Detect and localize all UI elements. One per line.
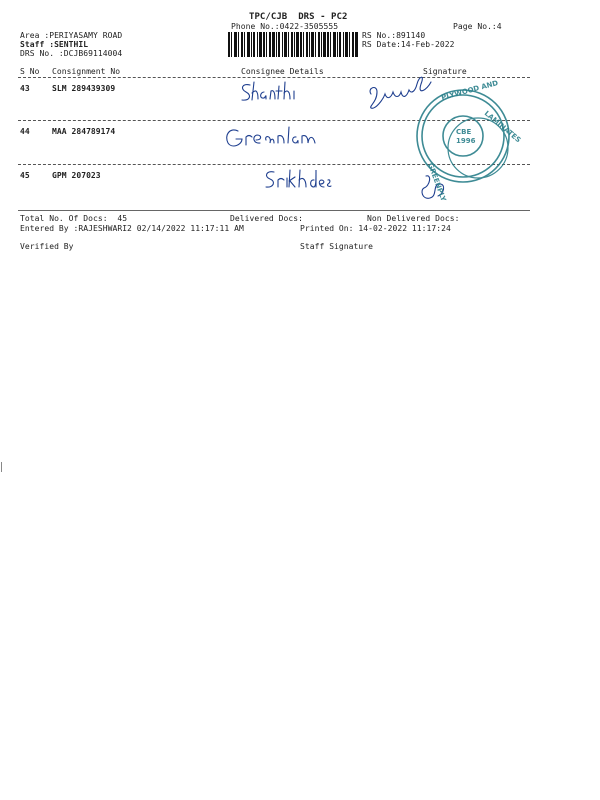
non-delivered-docs: Non Delivered Docs: [367,214,460,223]
row-sno: 43 [20,84,30,93]
svg-text:PLYWOOD AND: PLYWOOD AND [440,79,500,102]
area-label: Area :PERIYASAMY ROAD [20,31,123,40]
col-signature: Signature [423,67,467,76]
staff-label: Staff :SENTHIL [20,40,89,49]
svg-text:GREENPLY: GREENPLY [426,161,448,203]
rs-number: RS No.:891140 [362,31,426,40]
svg-text:LAMINATES: LAMINATES [482,109,523,145]
barcode [228,32,358,57]
col-consignee: Consignee Details [241,67,324,76]
receiver-signature-handwritten [222,123,328,153]
row-sno: 44 [20,127,30,136]
footer-divider [18,210,530,211]
row-consignment: SLM 289439309 [52,84,116,93]
delivered-docs: Delivered Docs: [230,214,303,223]
phone-number: Phone No.:0422-3505555 [231,22,339,31]
document-title: TPC/CJB DRS - PC2 [249,12,348,22]
col-sno: S No [20,67,40,76]
drs-number: DRS No. :DCJB69114004 [20,49,123,58]
company-stamp [408,76,523,203]
entered-by: Entered By :RAJESHWARI2 02/14/2022 11:17:11 AM [20,224,244,233]
page-number: Page No.:4 [453,22,502,31]
receiver-signature-handwritten [238,80,300,106]
scan-mark [1,462,2,472]
row-consignment: GPM 207023 [52,171,101,180]
printed-on: Printed On: 14-02-2022 11:17:24 [300,224,451,233]
row-consignment: MAA 284789174 [52,127,116,136]
row-sno: 45 [20,171,30,180]
total-docs: Total No. Of Docs: 45 [20,214,128,223]
verified-by: Verified By [20,242,74,251]
col-consignment: Consignment No [52,67,121,76]
staff-signature: Staff Signature [300,242,373,251]
svg-text:CBE: CBE [456,128,472,136]
rs-date: RS Date:14-Feb-2022 [362,40,455,49]
svg-text:1996: 1996 [456,137,476,145]
receiver-signature-handwritten [262,166,332,196]
